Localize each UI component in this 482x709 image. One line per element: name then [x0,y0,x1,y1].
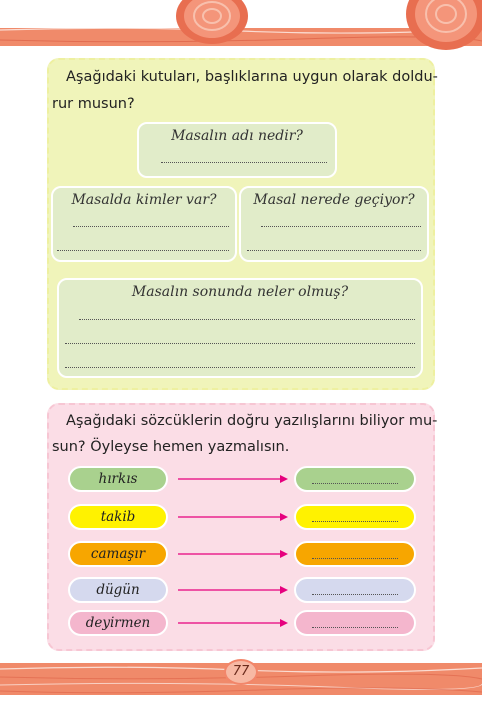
answer-line[interactable] [312,521,398,522]
answer-line[interactable] [312,483,398,484]
box-title: Masalın adı nedir? [171,128,303,144]
instruction-line-2: sun? Öyleyse hemen yazmalısın. [52,439,290,455]
answer-field[interactable] [294,466,416,492]
instruction-line-2: rur musun? [52,96,135,112]
misspelled-word: takib [68,504,168,530]
box-title: Masalda kimler var? [71,192,217,208]
box-title: Masal nerede geçiyor? [253,192,415,208]
arrow-right-icon [178,584,290,596]
page-number: 77 [224,659,258,685]
instruction-line-1: Aşağıdaki sözcüklerin doğru yazılışlarını biliyor mu- [66,413,438,429]
instruction-line-1: Aşağıdaki kutuları, başlıklarına uygun olarak doldu- [66,69,438,85]
answer-line[interactable] [261,226,421,227]
arrow-right-icon [178,511,290,523]
misspelled-word: hırkıs [68,466,168,492]
arrow-right-icon [178,617,290,629]
misspelled-word: deyirmen [68,610,168,636]
characters-box [51,186,237,262]
answer-field[interactable] [294,577,416,603]
answer-line[interactable] [65,343,415,344]
ending-box [57,278,423,378]
setting-box [239,186,429,262]
answer-line[interactable] [161,162,327,163]
answer-line[interactable] [312,558,398,559]
box-title: Masalın sonunda neler olmuş? [131,284,349,300]
answer-field[interactable] [294,541,416,567]
answer-line[interactable] [57,250,229,251]
answer-line[interactable] [312,594,398,595]
answer-line[interactable] [65,367,415,368]
misspelled-word: dügün [68,577,168,603]
story-title-box [137,122,337,178]
arrow-right-icon [178,548,290,560]
answer-line[interactable] [79,319,415,320]
answer-line[interactable] [312,627,398,628]
answer-line[interactable] [73,226,229,227]
answer-field[interactable] [294,610,416,636]
misspelled-word: camaşır [68,541,168,567]
top-wood-decoration [0,0,482,62]
arrow-right-icon [178,473,290,485]
answer-field[interactable] [294,504,416,530]
answer-line[interactable] [247,250,421,251]
